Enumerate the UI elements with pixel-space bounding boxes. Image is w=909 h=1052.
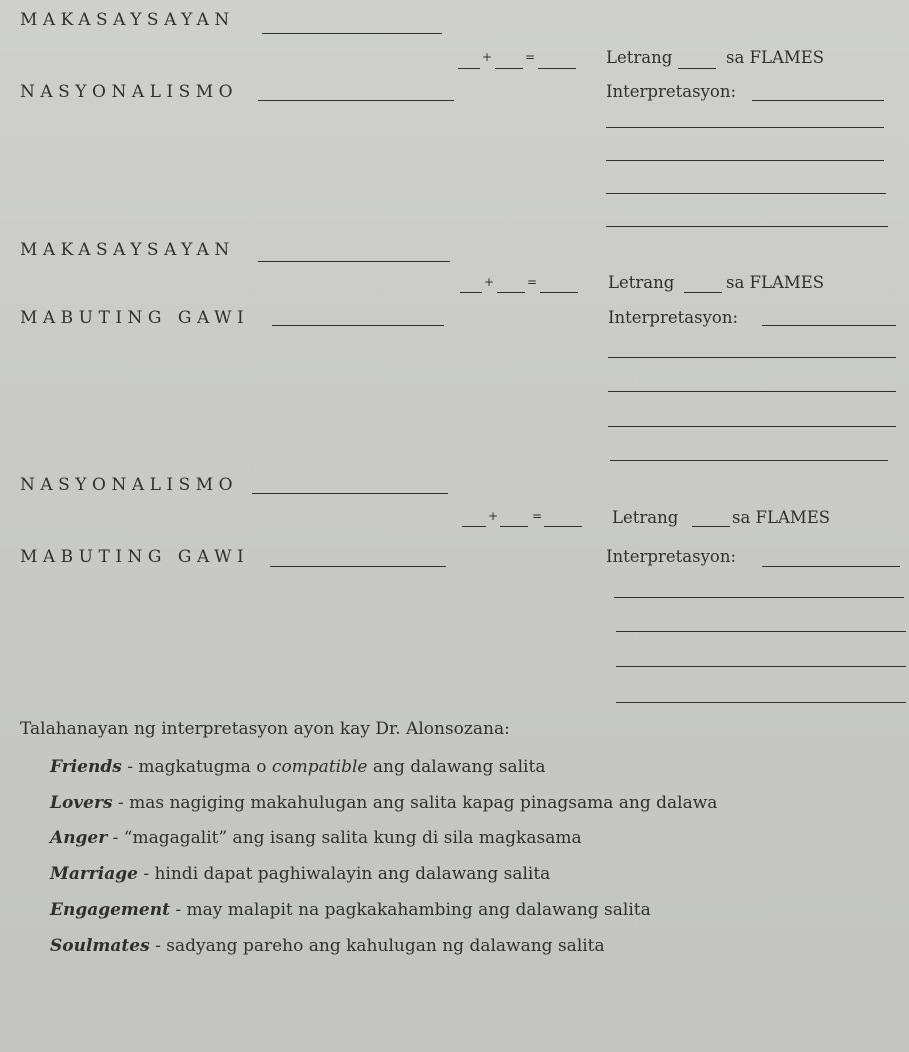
legend-item-soulmates: [50, 936, 605, 956]
interpretation-line[interactable]: [614, 597, 904, 598]
word-one-label: MAKASAYSAYAN: [20, 10, 235, 30]
legend-item-marriage: [50, 864, 550, 884]
interpretation-blank[interactable]: [762, 566, 900, 567]
interpretation-blank[interactable]: [762, 325, 896, 326]
word-two-label: MABUTING GAWI: [20, 308, 250, 328]
word-two-label: MABUTING GAWI: [20, 547, 250, 567]
count-two-blank[interactable]: [500, 526, 528, 527]
interpretation-line[interactable]: [608, 357, 896, 358]
interpretasyon-label: Interpretasyon:: [608, 308, 739, 327]
equals-sign: =: [525, 50, 536, 64]
plus-sign: +: [484, 275, 495, 289]
interpretation-line[interactable]: [608, 426, 896, 427]
legend-item-lovers: [50, 793, 717, 813]
word-two-label: NASYONALISMO: [20, 82, 239, 102]
letrang-label: Letrang: [606, 48, 673, 67]
legend-item-engagement: [50, 900, 651, 920]
total-blank[interactable]: [540, 292, 578, 293]
plus-sign: +: [488, 509, 499, 523]
sa-flames-label: sa FLAMES: [726, 48, 825, 67]
legend-item-friends: [50, 757, 545, 777]
interpretation-line[interactable]: [616, 631, 906, 632]
legend-text: - mas nagiging makahulugan ang salita kapag pinagsama ang dalawa: [112, 793, 718, 813]
legend-term: Marriage: [50, 864, 138, 884]
word-two-blank[interactable]: [258, 100, 454, 101]
interpretation-line[interactable]: [608, 391, 896, 392]
word-two-blank[interactable]: [270, 566, 446, 567]
sa-flames-label: sa FLAMES: [726, 273, 825, 292]
letter-blank[interactable]: [692, 526, 730, 527]
letrang-label: Letrang: [612, 508, 679, 527]
letrang-label: Letrang: [608, 273, 675, 292]
interpretation-blank[interactable]: [752, 100, 884, 101]
word-two-blank[interactable]: [272, 325, 444, 326]
interpretation-line[interactable]: [606, 127, 884, 128]
legend-text: ang dalawang salita: [367, 757, 546, 777]
count-two-blank[interactable]: [495, 68, 523, 69]
letter-blank[interactable]: [678, 68, 716, 69]
legend-term: Lovers: [50, 793, 113, 813]
interpretation-line[interactable]: [606, 193, 886, 194]
word-one-label: NASYONALISMO: [20, 475, 239, 495]
legend-text: - sadyang pareho ang kahulugan ng dalawang salita: [149, 936, 605, 956]
equals-sign: =: [527, 275, 538, 289]
interpretasyon-label: Interpretasyon:: [606, 82, 737, 101]
count-two-blank[interactable]: [497, 292, 525, 293]
count-one-blank[interactable]: [460, 292, 482, 293]
total-blank[interactable]: [544, 526, 582, 527]
legend-text: - “magagalit” ang isang salita kung di sila magkasama: [107, 828, 582, 848]
interpretasyon-label: Interpretasyon:: [606, 547, 737, 566]
word-one-label: MAKASAYSAYAN: [20, 240, 235, 260]
legend-term: Engagement: [50, 900, 170, 920]
legend-text: - may malapit na pagkakahambing ang dalawang salita: [169, 900, 651, 920]
word-one-blank[interactable]: [258, 261, 450, 262]
interpretation-line[interactable]: [616, 666, 906, 667]
total-blank[interactable]: [538, 68, 576, 69]
legend-item-anger: [50, 828, 582, 848]
plus-sign: +: [482, 50, 493, 64]
legend-term: Anger: [50, 828, 108, 848]
legend-term: Friends: [50, 757, 122, 777]
word-one-blank[interactable]: [252, 493, 448, 494]
letter-blank[interactable]: [684, 292, 722, 293]
legend-heading: Talahanayan ng interpretasyon ayon kay Dr. Alonsozana:: [20, 719, 510, 739]
legend-italic-text: compatible: [271, 757, 368, 777]
interpretation-line[interactable]: [606, 160, 884, 161]
word-one-blank[interactable]: [262, 33, 442, 34]
legend-text: - hindi dapat paghiwalayin ang dalawang salita: [137, 864, 551, 884]
interpretation-line[interactable]: [616, 702, 906, 703]
interpretation-line[interactable]: [606, 226, 888, 227]
sa-flames-label: sa FLAMES: [732, 508, 831, 527]
legend-text: - magkatugma o: [121, 757, 272, 777]
count-one-blank[interactable]: [462, 526, 486, 527]
equals-sign: =: [532, 509, 543, 523]
legend-term: Soulmates: [50, 936, 150, 956]
count-one-blank[interactable]: [458, 68, 480, 69]
interpretation-line[interactable]: [610, 460, 888, 461]
